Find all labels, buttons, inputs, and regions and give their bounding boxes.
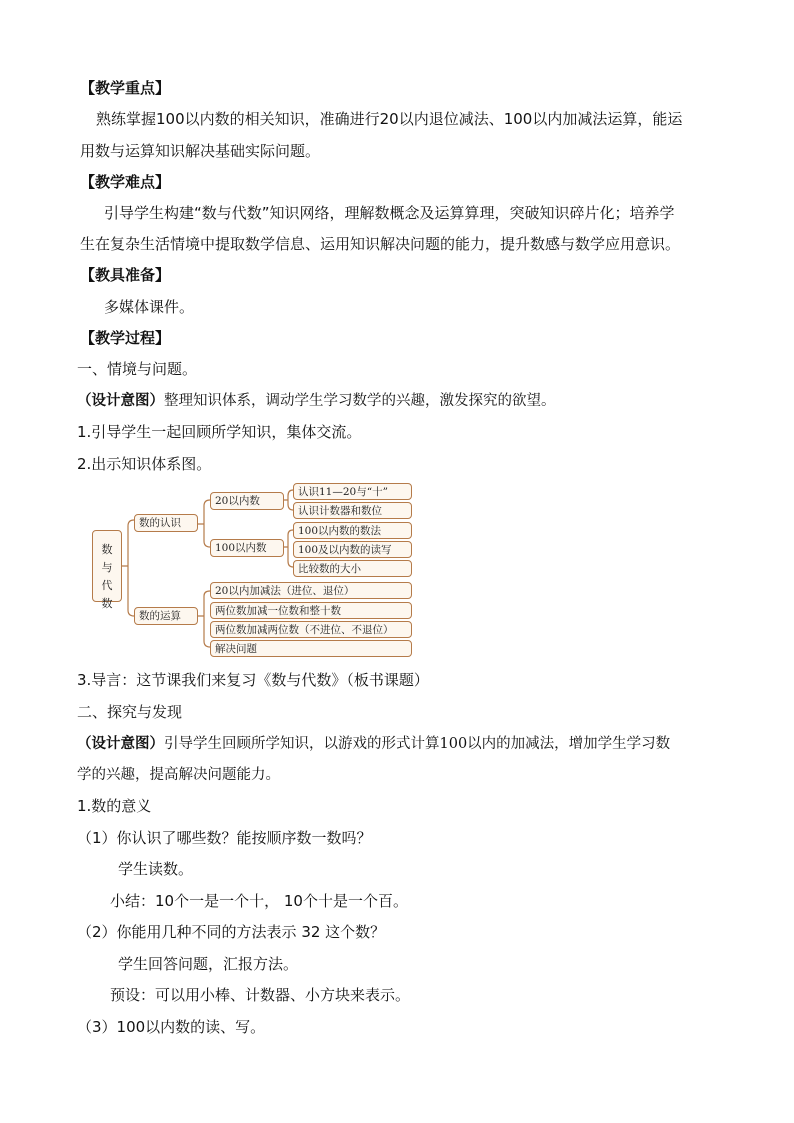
node-within-20: 20以内数: [210, 492, 284, 510]
question-1-answer: 学生读数。: [118, 860, 194, 878]
connector-recognition: [198, 500, 210, 547]
part2-design-intent-cont: 学的兴趣，提高解决问题能力。: [77, 767, 280, 783]
key-points-text-2: 用数与运算知识解决基础实际问题。: [80, 142, 321, 160]
part2-design-intent: [77, 733, 670, 755]
tools-heading: 【教具准备】: [80, 266, 171, 284]
node-within-100: 100以内数: [210, 539, 284, 557]
design-intent-label-2: （设计意图）: [77, 735, 164, 752]
leaf-two-two-digit: 两位数加减两位数（不进位、不退位）: [210, 621, 412, 638]
leaf-problem-solving: 解决问题: [210, 640, 412, 657]
part1-title: 一、情境与问题。: [77, 360, 198, 378]
leaf-counter-digits: 认识计数器和数位: [293, 502, 412, 519]
question-2-preset: 预设：可以用小棒、计数器、小方块来表示。: [110, 986, 411, 1004]
difficulty-heading: 【教学难点】: [80, 173, 171, 191]
question-1-summary: 小结：10个一是一个十， 10个十是一个百。: [110, 892, 408, 910]
leaf-compare: 比较数的大小: [293, 560, 412, 577]
leaf-counting: 100以内数的数法: [293, 522, 412, 539]
design-intent-text: 整理知识体系，调动学生学习数学的兴趣，激发探究的欲望。: [164, 393, 556, 409]
question-1: （1）你认识了哪些数？能按顺序数一数吗？: [77, 829, 372, 847]
key-points-heading: 【教学重点】: [80, 79, 171, 97]
key-points-text-1: 熟练掌握100以内数的相关知识，准确进行20以内退位减法、100以内加减法运算，能运: [96, 110, 683, 128]
question-2-answer: 学生回答问题，汇报方法。: [118, 955, 299, 973]
diagram-root: [92, 530, 122, 610]
question-2: （2）你能用几种不同的方法表示 32 这个数？: [77, 923, 386, 941]
part2-title: 二、探究与发现: [77, 703, 183, 721]
connector-root: [122, 520, 134, 616]
node-recognition: 数的认识: [134, 514, 198, 532]
step-3: 3.导言：这节课我们来复习《数与代数》（板书课题）: [77, 671, 429, 689]
sub-1-title: 1.数的意义: [77, 797, 152, 815]
connector-within100: [284, 530, 293, 567]
process-heading: 【教学过程】: [80, 329, 171, 347]
leaf-read-write: 100及以内数的读写: [293, 541, 412, 558]
design-intent-label: （设计意图）: [77, 392, 164, 409]
connector-within20: [284, 490, 293, 510]
tools-text: 多媒体课件。: [104, 298, 195, 316]
leaf-two-one-digit: 两位数加减一位数和整十数: [210, 602, 412, 619]
difficulty-text-1: 引导学生构建“数与代数”知识网络，理解数概念及运算算理，突破知识碎片化；培养学: [104, 204, 675, 222]
difficulty-text-2: 生在复杂生活情境中提取数学信息、运用知识解决问题的能力，提升数感与数学应用意识。: [80, 235, 681, 253]
diagram-root-label: 数与代数: [101, 543, 113, 610]
question-3: （3）100以内数的读、写。: [77, 1018, 266, 1036]
connector-operation: [198, 591, 210, 647]
leaf-recognize-11-20: 认识11—20与“十”: [293, 483, 412, 500]
step-2: 2.出示知识体系图。: [77, 455, 212, 473]
design-intent-text-2: 引导学生回顾所学知识，以游戏的形式计算100以内的加减法，增加学生学习数: [164, 736, 671, 752]
leaf-add-sub-20: 20以内加减法（进位、退位）: [210, 582, 412, 599]
step-1: 1.引导学生一起回顾所学知识，集体交流。: [77, 423, 362, 441]
node-operation: 数的运算: [134, 607, 198, 625]
